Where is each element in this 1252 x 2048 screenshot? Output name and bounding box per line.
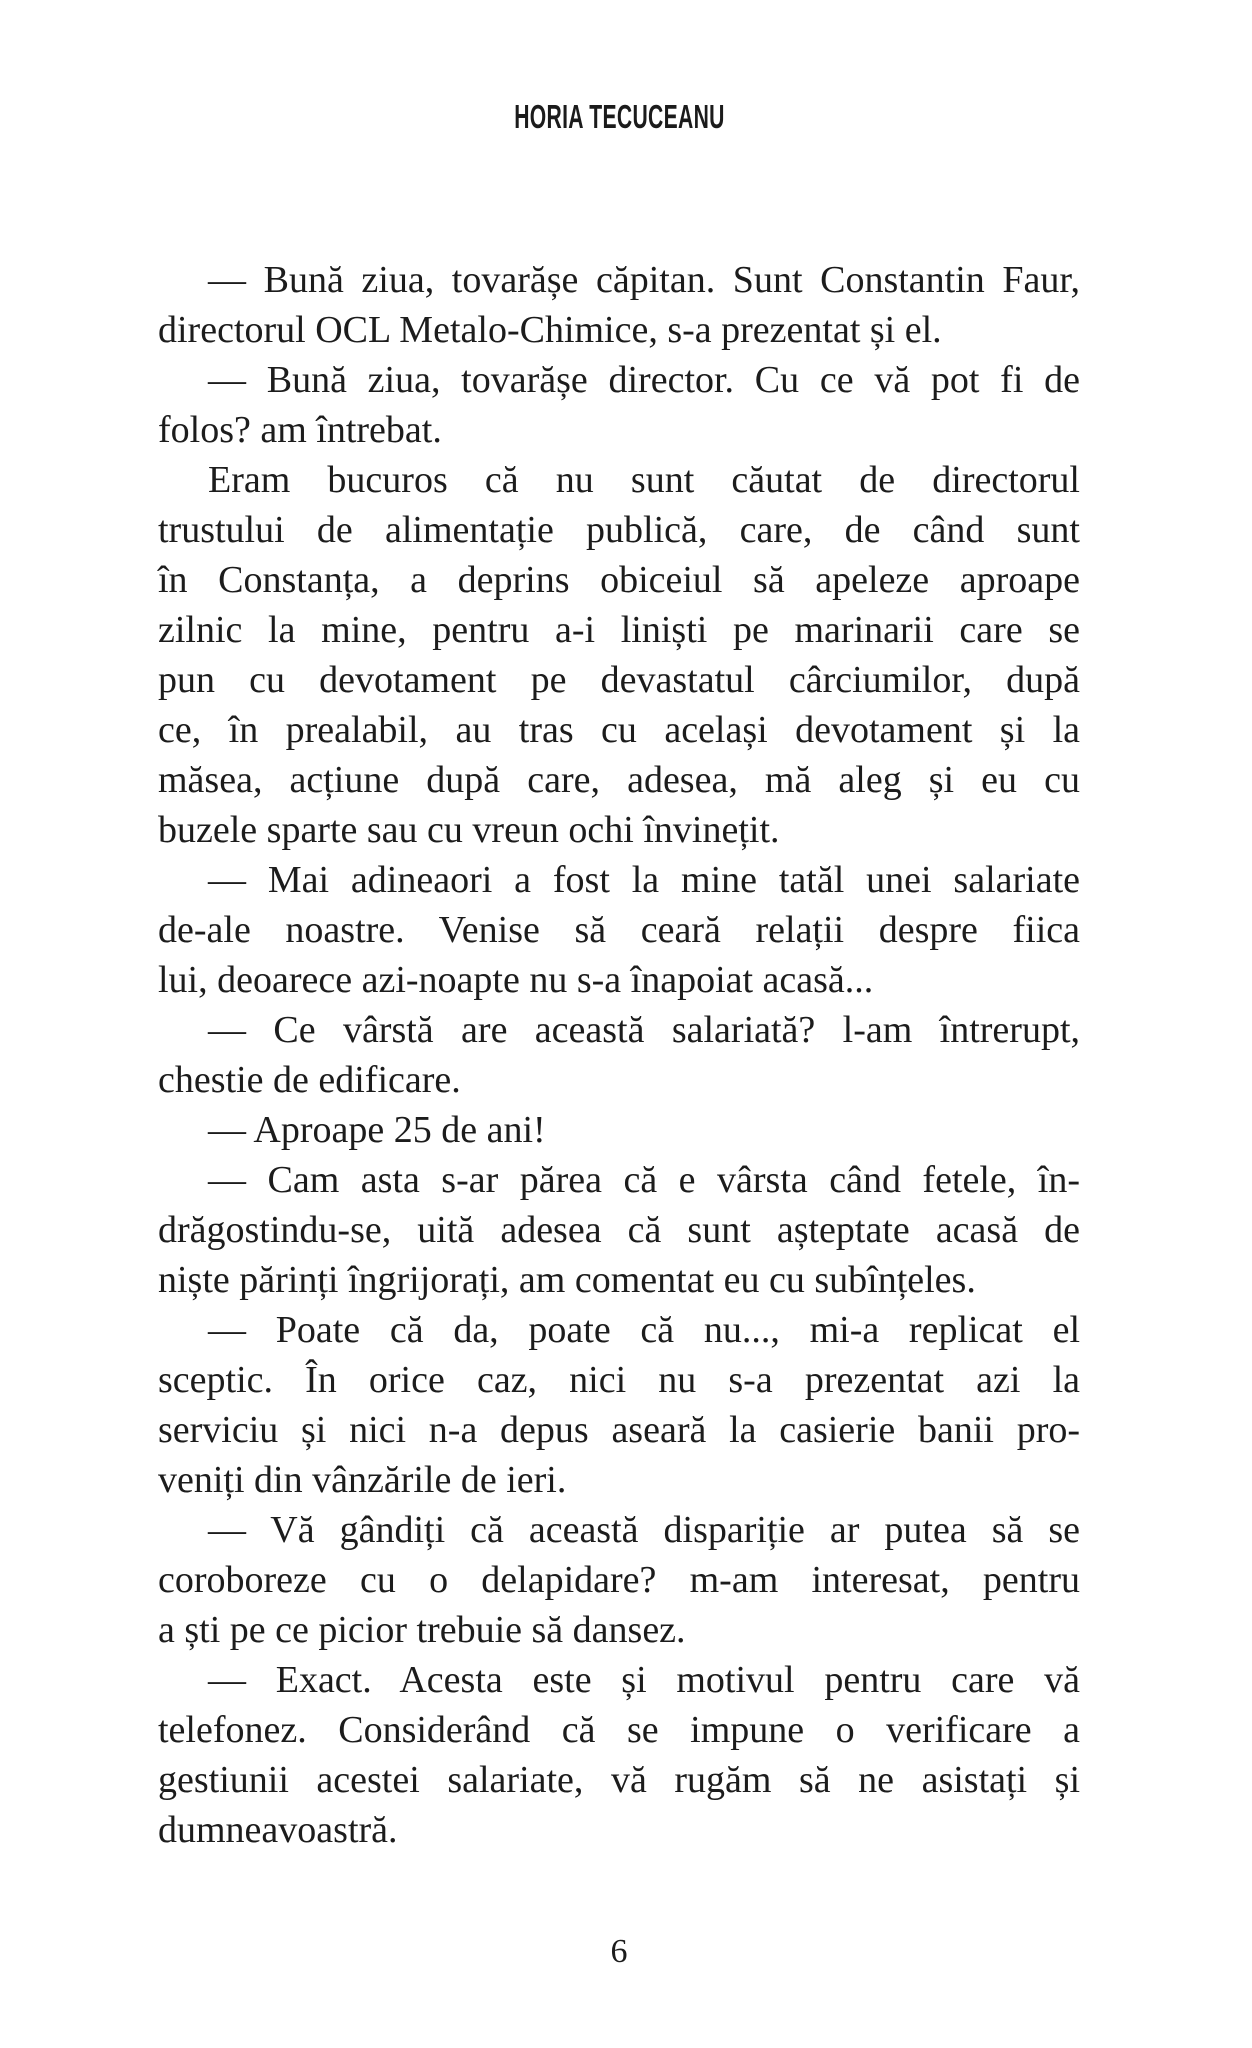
text-line: telefonez. Considerând că se impune o verificare a <box>158 1709 1080 1751</box>
text-line: chestie de edificare. <box>158 1059 461 1101</box>
text-line: în Constanța, a deprins obiceiul să apeleze aproape <box>158 559 1080 601</box>
text-line: trustului de alimentație publică, care, de când sunt <box>158 509 1080 551</box>
text-line: — Vă gândiți că această dispariție ar putea să se <box>208 1509 1080 1551</box>
page-number: 6 <box>610 1933 628 1970</box>
paragraph-dialogue-4 <box>158 1005 1080 1105</box>
text-line: — Cam asta s-ar părea că e vârsta când fetele, în- <box>208 1159 1080 1201</box>
running-header <box>158 98 1080 136</box>
text-line: măsea, acțiune după care, adesea, mă aleg și eu cu <box>158 759 1080 801</box>
text-line: coroboreze cu o delapidare? m-am interesat, pentru <box>158 1559 1080 1601</box>
text-line: gestiunii acestei salariate, vă rugăm să ne asistați și <box>158 1759 1080 1801</box>
text-line: — Bună ziua, tovarășe director. Cu ce vă pot fi de <box>208 359 1080 401</box>
paragraph-dialogue-7 <box>158 1305 1080 1505</box>
text-line: serviciu și nici n-a depus aseară la casierie banii pro- <box>158 1409 1080 1451</box>
text-line: — Poate că da, poate că nu..., mi-a replicat el <box>208 1309 1080 1351</box>
text-line: — Ce vârstă are această salariată? l-am întrerupt, <box>208 1009 1080 1051</box>
text-line: — Mai adineaori a fost la mine tatăl unei salariate <box>208 859 1080 901</box>
text-line: dumneavoastră. <box>158 1809 398 1851</box>
text-line: — Exact. Acesta este și motivul pentru care vă <box>208 1659 1080 1701</box>
text-line: — Aproape 25 de ani! <box>208 1109 546 1151</box>
page-body <box>158 255 1080 1855</box>
text-line: Eram bucuros că nu sunt căutat de directorul <box>208 459 1080 501</box>
text-line: sceptic. În orice caz, nici nu s-a prezentat azi la <box>158 1359 1080 1401</box>
text-line: veniți din vânzările de ieri. <box>158 1459 567 1501</box>
paragraph-dialogue-8 <box>158 1505 1080 1655</box>
paragraph-dialogue-6 <box>158 1155 1080 1305</box>
text-line: directorul OCL Metalo-Chimice, s-a prezentat și el. <box>158 309 942 351</box>
text-line: drăgostindu-se, uită adesea că sunt așteptate acasă de <box>158 1209 1080 1251</box>
author-name-header: HORIA TECUCEANU <box>513 98 725 135</box>
text-line: a ști pe ce picior trebuie să dansez. <box>158 1609 686 1651</box>
text-line: pun cu devotament pe devastatul cârciumilor, după <box>158 659 1080 701</box>
paragraph-dialogue-2 <box>158 355 1080 455</box>
paragraph-dialogue-1 <box>158 255 1080 355</box>
text-line: lui, deoarece azi-noapte nu s-a înapoiat acasă... <box>158 959 874 1001</box>
paragraph-dialogue-5 <box>158 1105 1080 1155</box>
paragraph-dialogue-9 <box>158 1655 1080 1855</box>
paragraph-narration <box>158 455 1080 855</box>
text-line: de-ale noastre. Venise să ceară relații despre fiica <box>158 909 1080 951</box>
text-line: — Bună ziua, tovarășe căpitan. Sunt Constantin Faur, <box>208 259 1080 301</box>
text-line: zilnic la mine, pentru a-i liniști pe marinarii care se <box>158 609 1080 651</box>
text-line: folos? am întrebat. <box>158 409 442 451</box>
paragraph-dialogue-3 <box>158 855 1080 1005</box>
text-line: buzele sparte sau cu vreun ochi învinețit. <box>158 809 780 851</box>
text-line: ce, în prealabil, au tras cu același devotament și la <box>158 709 1080 751</box>
text-line: niște părinți îngrijorați, am comentat eu cu subînțeles. <box>158 1259 976 1301</box>
